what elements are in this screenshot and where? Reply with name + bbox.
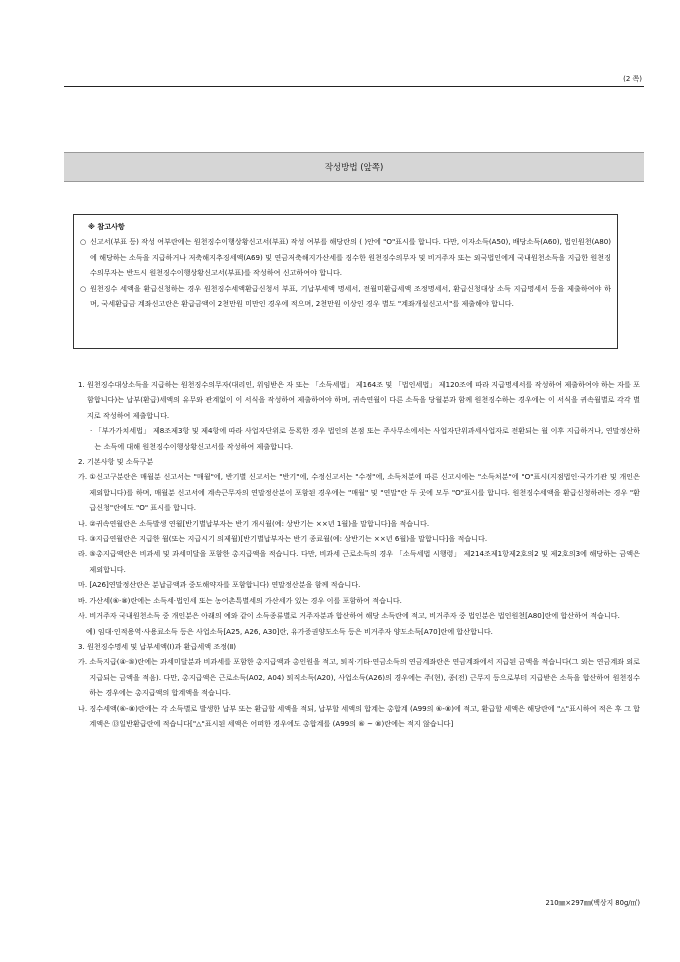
circle-bullet-icon: ○ — [80, 283, 87, 293]
instruction-item — [78, 624, 640, 639]
instruction-item — [78, 593, 640, 608]
item-marker: 가. — [78, 472, 90, 482]
paper-spec-footer: 210㎜×297㎜(백상지 80g/㎡) — [545, 899, 640, 907]
item-text: ②귀속연월란은 소득발생 연월[반기별납부자는 반기 개시월(예: 상반기는 ××년 1월)을 말합니다]을 적습니다. — [89, 518, 430, 528]
instruction-item — [78, 454, 640, 469]
item-marker: 1. — [78, 380, 88, 389]
item-marker: · — [90, 426, 95, 436]
item-text: 가산세(⑥·⑧)란에는 소득세·법인세 또는 농어촌특별세의 가산세가 있는 경우 이를 포함하여 적습니다. — [89, 595, 402, 605]
item-marker: 다. — [78, 534, 90, 544]
instruction-item — [78, 577, 640, 592]
item-text: 기본사항 및 소득구분 — [87, 457, 154, 467]
reference-title: ※ 참고사항 — [88, 222, 125, 231]
reference-notes-box — [73, 214, 618, 349]
item-text: 임대·인적용역·사용료소득 등은 사업소득[A25, A26, A30]란, 유가증권양도소득 등은 비거주자 양도소득[A70]란에 합산합니다. — [97, 626, 493, 636]
instructions-body — [78, 377, 640, 731]
instruction-item — [78, 654, 640, 700]
item-marker: 라. — [78, 549, 90, 559]
instruction-item — [78, 377, 640, 423]
instruction-item — [78, 639, 640, 654]
item-text: [A26]연말정산란은 분납금액과 중도해약자를 포함합니다) 연말정산분을 함께 적습니다. — [89, 580, 361, 590]
page-number: (2 쪽) — [623, 75, 642, 83]
instruction-item — [78, 469, 640, 515]
item-marker: 가. — [78, 657, 90, 667]
instruction-item — [78, 546, 640, 577]
item-marker: 3. — [78, 641, 88, 651]
item-text: 원천징수명세 및 납부세액(Ⅰ)과 환급세액 조정(Ⅱ) — [87, 641, 237, 651]
reference-item-text: 신고서(부표 등) 작성 여부란에는 원천징수이행상황신고서(부표) 작성 여부를 해당란의 ( )안에 "O"표시를 합니다. 다만, 이자소득(A50), 배당소득(A60), 법인원천(A80)에 해당하는 소득을 지급하거나 저축해지추징세액(A69) 및 연금저축해지가산세를 징수한 원천징수의무자 및 비거주자 또는 외국법인에게 국내원천소득을 지급한 원천징수의무자는 반드시 원천징수이행상황신고서(부표)를 작성하여 신고하여야 합니다. — [90, 237, 611, 278]
item-marker: 바. — [78, 595, 90, 605]
circle-bullet-icon: ○ — [80, 237, 87, 247]
item-marker: 사. — [78, 611, 90, 621]
item-marker: 나. — [78, 518, 90, 528]
item-marker: 마. — [78, 580, 90, 590]
item-text: ③지급연월란은 지급한 월(또는 지급시기 의제월)[반기별납부자는 반기 종료월(예: 상반기는 ××년 6월)을 말합니다]을 적습니다. — [89, 534, 488, 544]
instruction-item — [78, 531, 640, 546]
item-text: 소득지급(④·⑤)란에는 과세미달분과 비과세를 포함한 총지급액과 총인원을 적고, 퇴직·기타·연금소득의 연금계좌란은 연금계좌에서 지급된 금액을 적습니다(그 외는 연금계좌 외로 지급되는 금액을 적음). 다만, 총지급액은 근로소득(A02, A04) 퇴직소득(A20), 사업소득(A26)의 경우에는 주(현), 종(전) 근무지 등으로부터 지급받은 소득을 합산하여 원천징수하는 경우에는 총지급액의 합계액을 적습니다. — [89, 657, 640, 698]
section-title: 작성방법 (앞쪽) — [324, 163, 384, 173]
item-text: ①신고구분란은 매월분 신고서는 "매월"에, 반기별 신고서는 "반기"에, 수정신고서는 "수정"에, 소득처분에 따른 신고시에는 "소득처분"에 "O"표시(지점법인·국가기관 및 개인은 제외합니다)를 하며, 매월분 신고서에 계속근무자의 연말정산분이 포함된 경우에는 "매월" 및 "연말"란 두 곳에 모두 "O"표시를 합니다. 원천징수세액을 환급신청하려는 경우 "환급신청"란에도 "O" 표시를 합니다. — [89, 472, 640, 513]
item-text: 원천징수대상소득을 지급하는 원천징수의무자(대리인, 위임받은 자 또는 「소득세법」 제164조 및 「법인세법」 제120조에 따라 지급명세서를 작성하여 제출하여야 하는 자를 포함합니다)는 납부(환급)세액의 유무와 관계없이 이 서식을 작성하여 제출하여야 하며, 귀속연월이 다른 소득을 당월분과 함께 원천징수하는 경우에는 이 서식을 귀속월별로 각각 별지로 작성하여 제출합니다. — [87, 380, 640, 420]
item-text: 「부가가치세법」 제8조제3항 및 제4항에 따라 사업자단위로 등록한 경우 법인의 본점 또는 주사무소에서는 사업자단위과세사업자로 전환되는 월 이후 지급하거나, 연말정산하는 소득에 대해 원천징수이행상황신고서를 작성하여 제출합니다. — [94, 426, 640, 451]
item-text: ⑤총지급액란은 비과세 및 과세미달을 포함한 총지급액을 적습니다. 다만, 비과세 근로소득의 경우 「소득세법 시행령」 제214조제1항제2호의2 및 제2호의3에 해당하는 금액은 제외합니다. — [89, 549, 640, 574]
item-marker: 나. — [78, 703, 90, 713]
reference-item — [80, 281, 611, 312]
instruction-item — [78, 423, 640, 454]
item-text: 비거주자 국내원천소득 중 개인분은 아래의 예와 같이 소득종류별로 거주자분과 합산하여 해당 소득란에 적고, 비거주자 중 법인분은 법인원천[A80]란에 합산하여 적습니다. — [89, 611, 620, 621]
section-title-bar — [64, 152, 644, 182]
reference-item-text: 원천징수 세액을 환급신청하는 경우 원천징수세액환급신청서 부표, 기납부세액 명세서, 전월미환급세액 조정명세서, 환급신청대상 소득 지급명세서 등을 제출하여야 하며, 국세환급금 계좌신고란은 환급금액이 2천만원 미만인 경우에 적으며, 2천만원 이상인 경우 별도 "계좌개설신고서"를 제출해야 합니다. — [90, 283, 611, 309]
instruction-item — [78, 516, 640, 531]
reference-item — [80, 234, 611, 280]
item-marker: 2. — [78, 457, 88, 467]
item-text: 징수세액(⑥-⑧)란에는 각 소득별로 발생한 납부 또는 환급할 세액을 적되, 납부할 세액의 합계는 총합계 (A99의 ⑥-⑧)에 적고, 환급할 세액은 해당란에 "△"표시하여 적은 후 그 합계액은 ⑬일반환급란에 적습니다["△"표시된 세액은 어떠한 경우에도 총합계를 (A99의 ⑥ ~ ⑧)란에는 적지 않습니다] — [89, 703, 640, 728]
instruction-item — [78, 608, 640, 623]
header-divider — [64, 86, 644, 87]
instruction-item — [78, 701, 640, 732]
item-marker: 예) — [86, 626, 98, 636]
